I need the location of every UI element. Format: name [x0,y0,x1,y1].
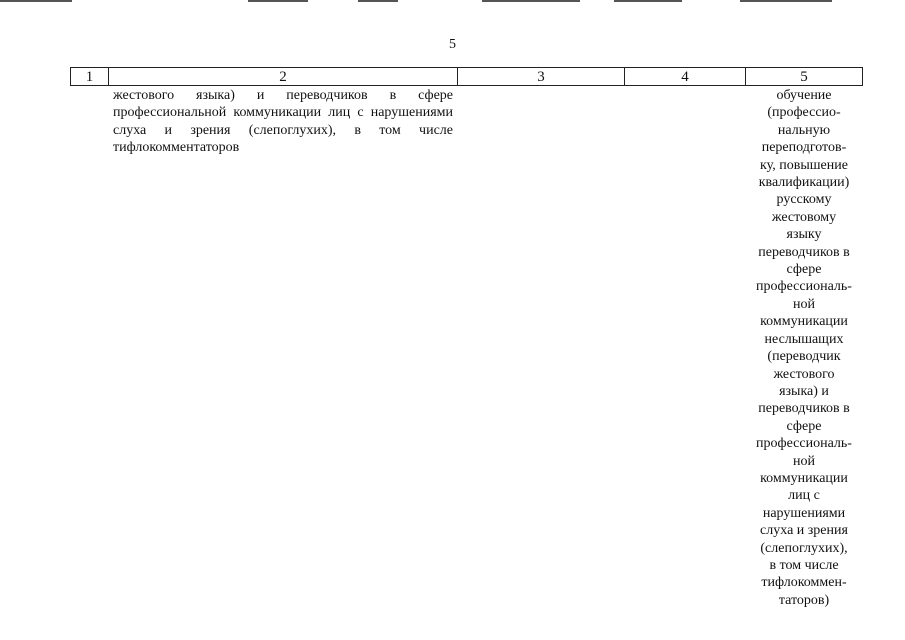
scan-edge-mark [740,0,832,2]
cell-line: квалификации) [758,175,850,191]
column-header-5: 5 [800,69,808,85]
cell-line: нарушениями [762,505,846,521]
cell-line: (профессио- [767,105,841,121]
cell-line: коммуникации [760,314,848,330]
cell-line: профессиональ- [756,436,852,452]
column-header-3: 3 [537,69,545,85]
cell-line: жестового [773,366,835,382]
column-header-4: 4 [681,69,689,85]
cell-line: русскому [776,192,832,208]
cell-line: ку, повышение [760,157,848,173]
cell-line: переводчиков в [758,244,850,260]
cell-line: языка) и [779,383,829,399]
cell-line: ной [793,296,815,312]
column-divider [862,67,863,86]
cell-line: тифлокоммен- [761,575,847,591]
table-cell-column-5 [748,87,860,609]
cell-line: слуха и зрения [760,523,848,539]
cell-line: сфере [786,262,822,278]
cell-line: жестовому [771,209,837,225]
cell-line: в том числе [769,557,839,573]
column-header-2: 2 [279,69,287,85]
cell-line: языку [786,227,822,243]
cell-line: лиц с [788,488,820,504]
scan-edge-mark [358,0,398,2]
scan-edge-mark [482,0,580,2]
cell-line: (слепоглухих), [760,540,848,556]
table-cell-column-2: жестового языка) и переводчиков в сфере профессиональной коммуникации лиц с нарушениями слуха и зрения (слепоглухих), в том числе тифлокомментаторов [113,88,453,156]
cell-line: неслышащих [764,331,844,347]
cell-line: коммуникации [760,470,848,486]
cell-line: переводчиков в [758,401,850,417]
cell-line: (переводчик [767,349,841,365]
cell-line: обучение [776,88,832,103]
column-header-1: 1 [85,69,94,85]
cell-line: сфере [786,418,822,434]
scan-edge-mark [0,0,72,2]
cell-line: профессиональ- [756,279,852,295]
scan-edge-mark [248,0,308,2]
cell-line: ной [793,453,815,469]
cell-line: таторов) [778,592,830,608]
page-number: 5 [449,37,456,52]
scan-edge-mark [614,0,682,2]
cell-line: нальную [777,122,831,138]
cell-line: переподготов- [761,140,847,156]
